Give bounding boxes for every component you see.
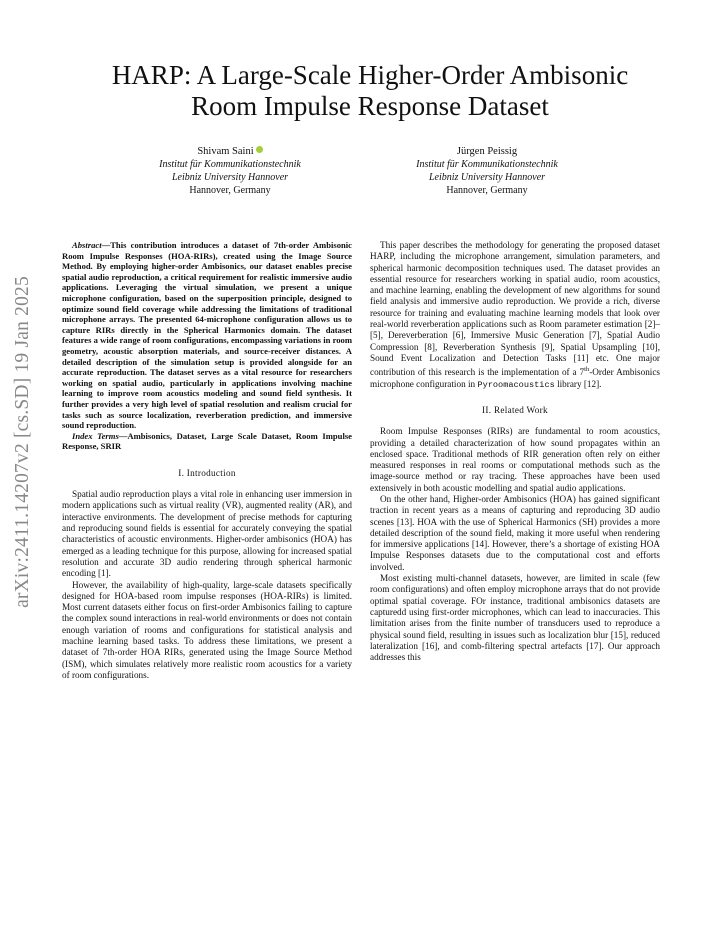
section-heading-introduction: I. Introduction: [178, 467, 236, 478]
index-terms-text: —Ambisonics, Dataset, Large Scale Dataset, Room Impulse Response, SRIR: [62, 430, 352, 452]
left-column: [62, 240, 352, 681]
arxiv-id: arXiv:2411.14207v2 [cs.SD] 19 Jan 2025: [12, 276, 33, 608]
author-university-2: Leibniz University Hannover: [428, 172, 546, 183]
author-location-2: Hannover, Germany: [446, 185, 528, 196]
author-name-1: Shivam Saini: [197, 146, 254, 157]
related-paragraph-2: On the other hand, Higher-order Ambisonics (HOA) has gained significant traction in recent years as a means of capturing and reproducing 3D audio scenes [13]. HOA with the use of Spherical Harmonics (SH) provides a more detailed description of the sound field, making it more useful when rendering for immersive applications [14]. However, there’s a shortage of existing HOA Impulse Responses datasets due to the computational cost and efforts involved.: [370, 494, 660, 572]
intro-paragraph-2: However, the availability of high-quality, large-scale datasets specifically designed for HOA-based room impulse responses (HOA-RIRs) is limited. Most current datasets either focus on first-order Ambisonics failing to capture the complex sound interactions in real-world environments or does not contain enough variation of rooms and configurations for statistical analysis and machine learning based tasks. To address these limitations, we present a dataset of 7th-order HOA RIRs, generated using the Image Source Method (ISM), which simulates relatively more realistic room acoustics for a variety of room configurations.: [62, 579, 352, 680]
right-column: [370, 240, 660, 663]
section-heading-related-work: II. Related Work: [482, 404, 548, 415]
author-affiliation-2: Institut für Kommunikationstechnik: [416, 159, 558, 170]
abstract: [62, 240, 352, 431]
title-line-2: Room Impulse Response Dataset: [191, 91, 549, 121]
abstract-text: —This contribution introduces a dataset of 7th-order Ambisonic Room Impulse Responses (HOA-RIRs), created using the Image Source Method. By employing higher-order Ambisonics, our dataset enables precise spatial audio reproduction, a critical requirement for realistic immersive audio applications. Leveraging the virtual simulation, we present a unique microphone configuration, based on the superposition principle, designed to optimize sound field coverage while addressing the limitations of traditional microphone arrays. The presented 64-microphone configuration allows us to capture RIRs directly in the Spherical Harmonics domain. The dataset features a wide range of room configurations, encompassing variations in room geometry, acoustic absorption materials, and source-receiver distances. A detailed description of the simulation setup is provided alongside for an accurate reproduction. The dataset serves as a vital resource for researchers working on spatial audio, particularly in applications involving machine learning to improve room acoustics modeling and sound field synthesis. It further provides a very high level of spatial resolution and realism crucial for tasks such as source localization, reverberation prediction, and immersive sound reproduction.: [62, 240, 352, 431]
related-paragraph-3: Most existing multi-channel datasets, however, are limited in scale (few room configurations) and often employ microphone arrays that do not provide optimal spatial coverage. FOr instance, traditional ambisonics datasets are capturedd using first-order microphones, which can lead to inaccuracies. This limitation arises from the finite number of transducers used to reproduce a physical sound field, resulting in issues such as localization blur [15], reduced lateralization [16], and comb-filtering spectral artefacts [17]. Our approach addresses this: [370, 573, 660, 663]
author-location-1: Hannover, Germany: [189, 185, 271, 196]
arxiv-sidebar-stamp: [6, 252, 40, 632]
index-terms-label: Index Terms: [72, 430, 119, 441]
author-name-2: Jürgen Peissig: [456, 146, 518, 157]
author-university-1: Leibniz University Hannover: [171, 172, 289, 183]
related-paragraph-1: Room Impulse Responses (RIRs) are fundamental to room acoustics, providing a detailed characterization of how sound propagates within an enclosed space. Traditional methods of RIR generation often rely on either measured responses in real rooms or computational methods such as the image-source method or ray tracing. These approaches have been used extensively in both acoustic modelling and spatial audio applications.: [370, 426, 660, 493]
index-terms: [62, 431, 352, 452]
author-block-1: [105, 145, 355, 197]
library-name: Pyroomacoustics: [477, 379, 555, 390]
author-affiliation-1: Institut für Kommunikationstechnik: [159, 159, 301, 170]
abstract-label: Abstract: [72, 240, 102, 250]
orcid-icon[interactable]: [256, 146, 263, 153]
paper-title: [60, 60, 680, 122]
title-line-1: HARP: A Large-Scale Higher-Order Ambisonic: [111, 60, 629, 90]
intro-paragraph-3: This paper describes the methodology for generating the proposed dataset HARP, including the microphone arrangement, simulation parameters, and spherical harmonic decomposition techniques used. The dataset provides an essential resource for researchers working in spatial audio, room acoustics, and machine learning, enabling the development of new algorithms for sound field analysis and immersive audio reproduction. We provide a rich, diverse resource for training and evaluating machine learning models that look over real-world reverberation applications such as Room parameter estimation [2]–[5], Dereverberation [6], Immersive Music Generation [7], Spatial Audio Compression [8], Reverberation Synthesis [9], Spatial Upsampling [10], Sound Event Localization and Detection Tasks [11] etc. One major contribution of this research is the implementation of a 7th-Order Ambisonics microphone configuration in Pyroomacoustics library [12].: [370, 240, 661, 390]
author-block-2: [362, 145, 612, 197]
intro-paragraph-1: Spatial audio reproduction plays a vital role in enhancing user immersion in modern applications such as virtual reality (VR), augmented reality (AR), and interactive environments. The development of precise methods for capturing and reproducing sound fields is essential for accurately conveying the spatial characteristics of acoustic environments. Higher-order ambisonics (HOA) has emerged as a leading technique for this purpose, allowing for increased spatial resolution and accurate 3D audio rendering through spherical harmonic encoding [1].: [62, 489, 352, 579]
